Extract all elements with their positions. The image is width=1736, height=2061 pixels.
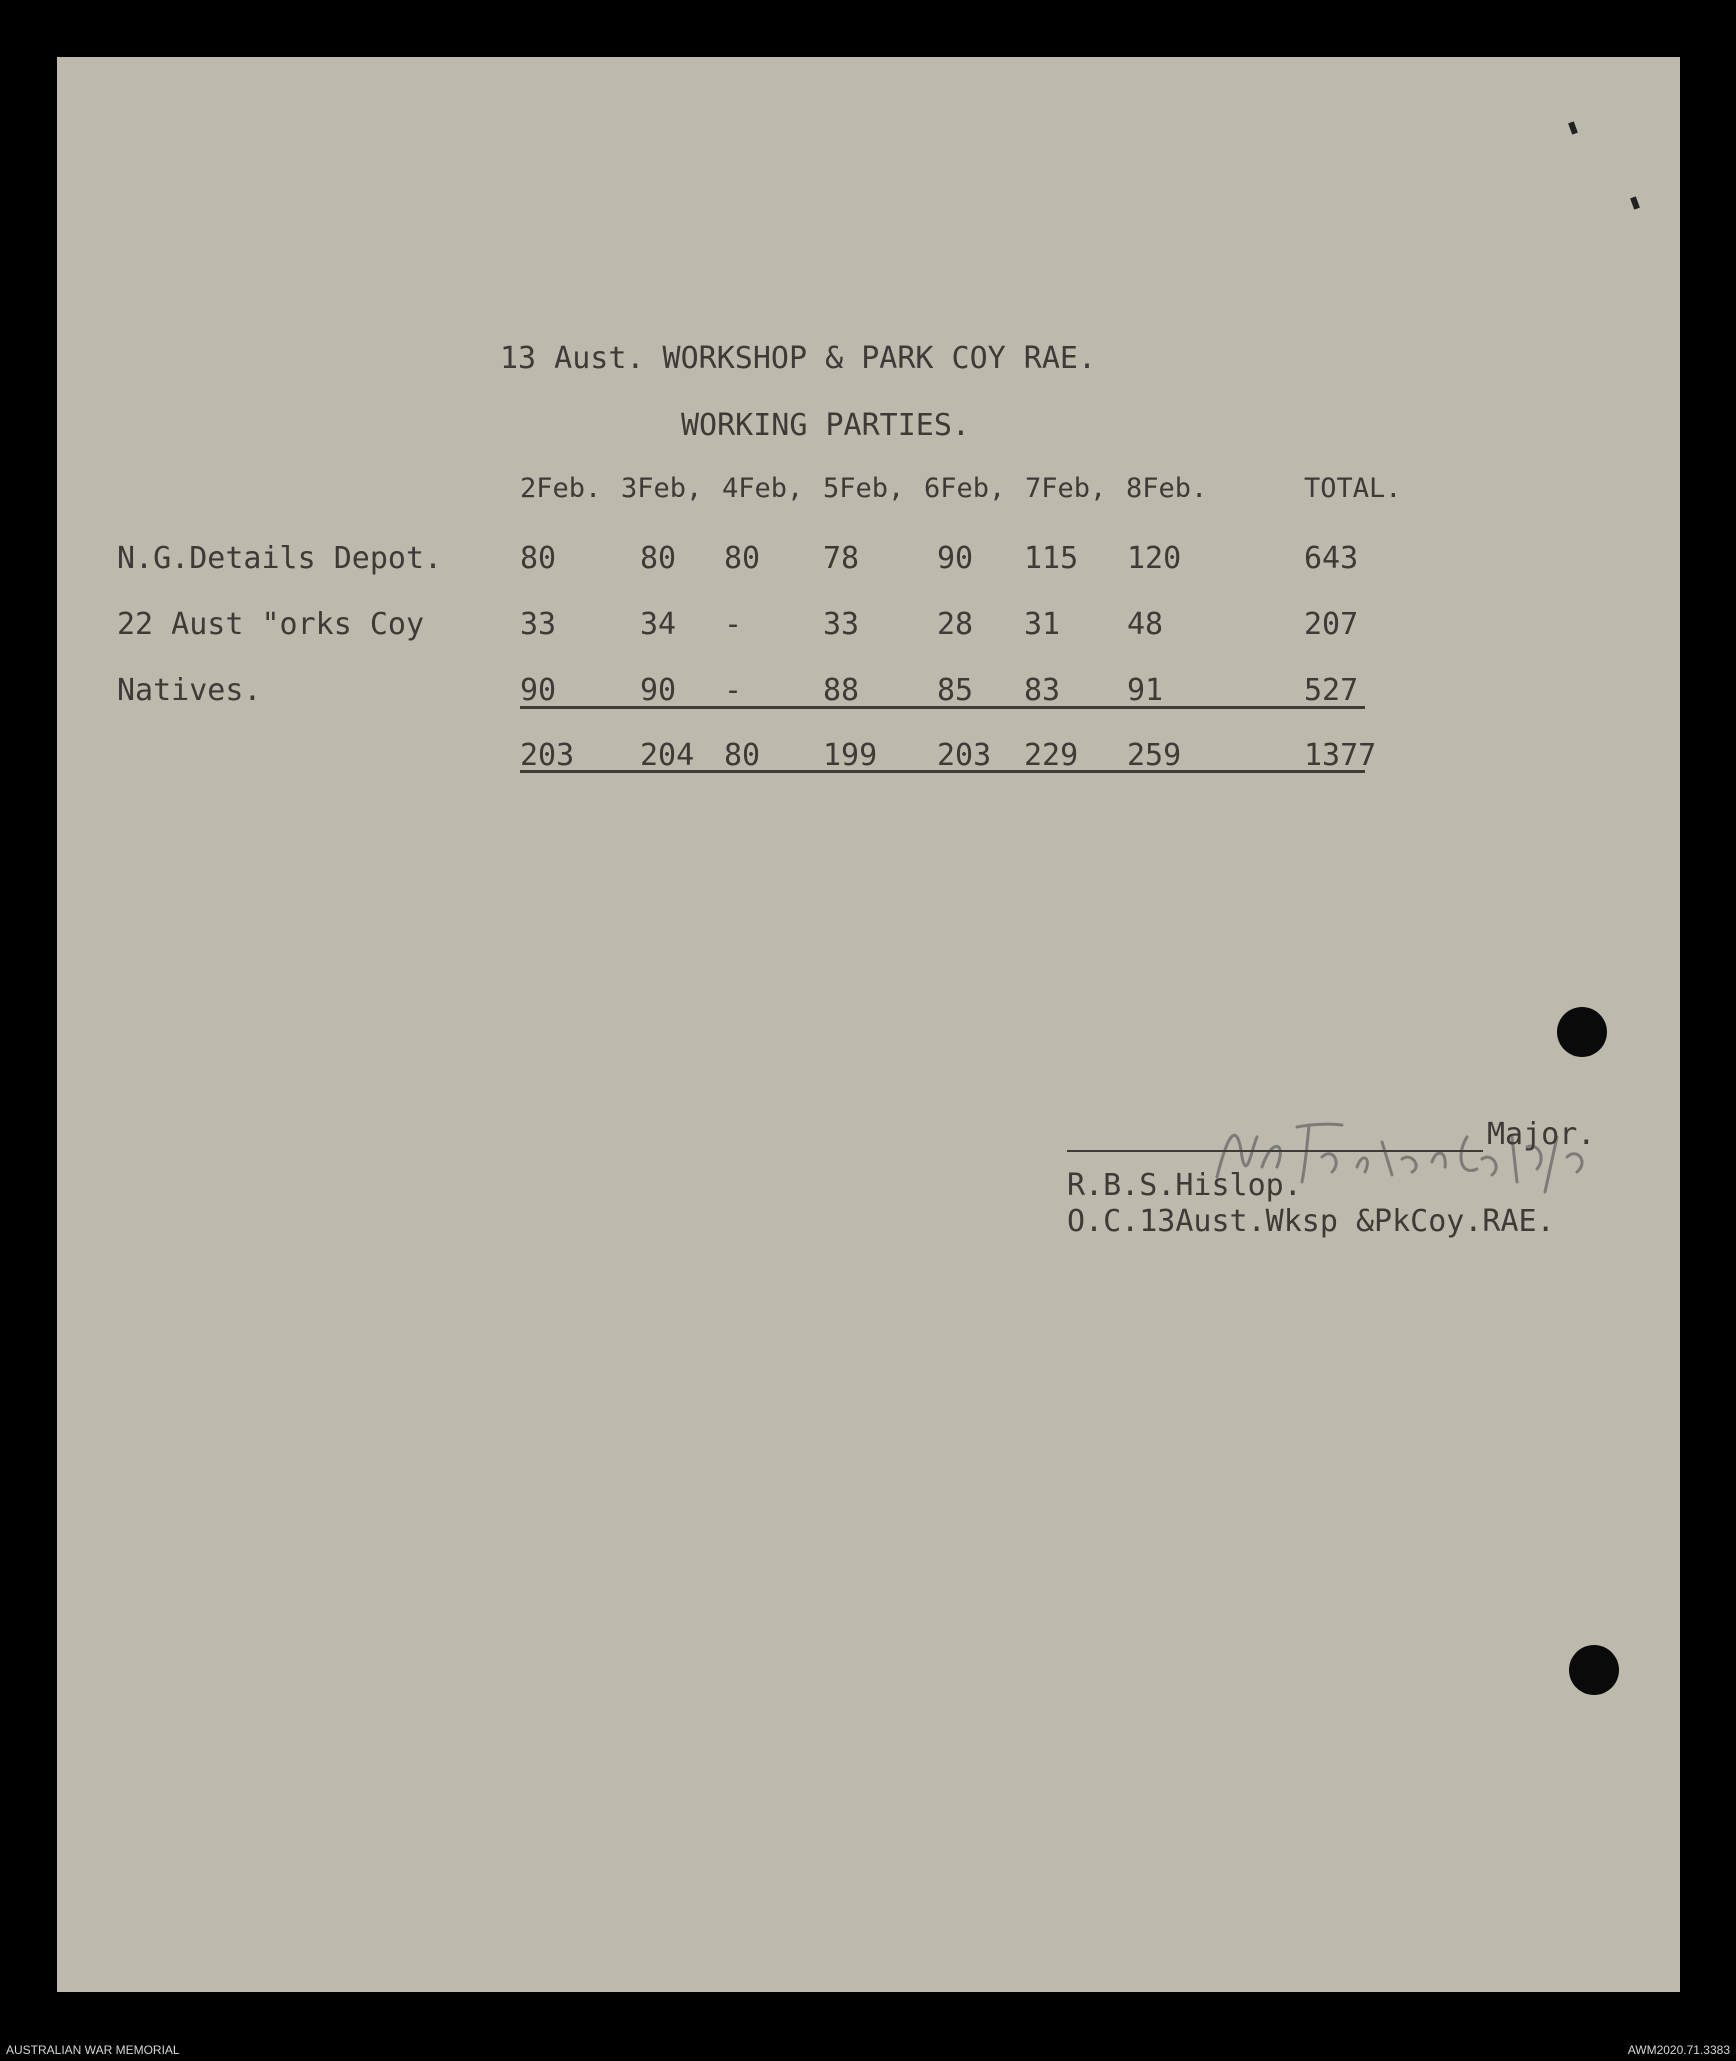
row-total: 207 [1304,607,1359,642]
staple-mark [1568,121,1578,134]
column-header: 2Feb. [520,473,602,504]
table-cell: - [724,607,743,642]
column-header: 6Feb, [924,473,1006,504]
table-cell: 31 [1024,607,1061,642]
total-header: TOTAL. [1304,473,1402,504]
signature-line [1067,1150,1483,1152]
grand-total: 1377 [1304,738,1377,773]
column-total: 204 [640,738,695,773]
column-total: 203 [937,738,992,773]
table-cell: 80 [520,541,557,576]
footer-left: AUSTRALIAN WAR MEMORIAL [6,2043,180,2057]
row-label: 22 Aust "orks Coy [117,607,425,642]
table-cell: 85 [937,673,974,708]
signatory-title: O.C.13Aust.Wksp &PkCoy.RAE. [1067,1204,1555,1239]
table-cell: 90 [520,673,557,708]
table-cell: - [724,673,743,708]
row-total: 527 [1304,673,1359,708]
column-total: 229 [1024,738,1079,773]
column-total: 80 [724,738,761,773]
table-rule [520,706,1365,709]
punch-hole [1569,1645,1619,1695]
column-total: 259 [1127,738,1182,773]
document-page [57,57,1680,1992]
table-cell: 90 [937,541,974,576]
row-label: Natives. [117,673,262,708]
table-cell: 120 [1127,541,1182,576]
document-title: 13 Aust. WORKSHOP & PARK COY RAE. [500,341,1097,376]
table-cell: 33 [823,607,860,642]
column-header: 7Feb, [1025,473,1107,504]
document-subtitle: WORKING PARTIES. [681,408,970,443]
column-header: 3Feb, [621,473,703,504]
column-total: 203 [520,738,575,773]
staple-mark [1630,196,1640,209]
row-total: 643 [1304,541,1359,576]
table-cell: 115 [1024,541,1079,576]
table-cell: 80 [640,541,677,576]
column-total: 199 [823,738,878,773]
table-cell: 80 [724,541,761,576]
table-cell: 88 [823,673,860,708]
column-header: 8Feb. [1126,473,1208,504]
table-cell: 28 [937,607,974,642]
column-header: 4Feb, [722,473,804,504]
table-cell: 83 [1024,673,1061,708]
table-cell: 91 [1127,673,1164,708]
table-rule [520,770,1365,773]
table-cell: 90 [640,673,677,708]
footer-right: AWM2020.71.3383 [1627,2043,1730,2057]
column-header: 5Feb, [823,473,905,504]
table-cell: 33 [520,607,557,642]
row-label: N.G.Details Depot. [117,541,443,576]
table-cell: 48 [1127,607,1164,642]
table-cell: 78 [823,541,860,576]
punch-hole [1557,1007,1607,1057]
table-cell: 34 [640,607,677,642]
signature-rank: Major. [1487,1117,1596,1152]
signatory-name: R.B.S.Hislop. [1067,1168,1302,1203]
